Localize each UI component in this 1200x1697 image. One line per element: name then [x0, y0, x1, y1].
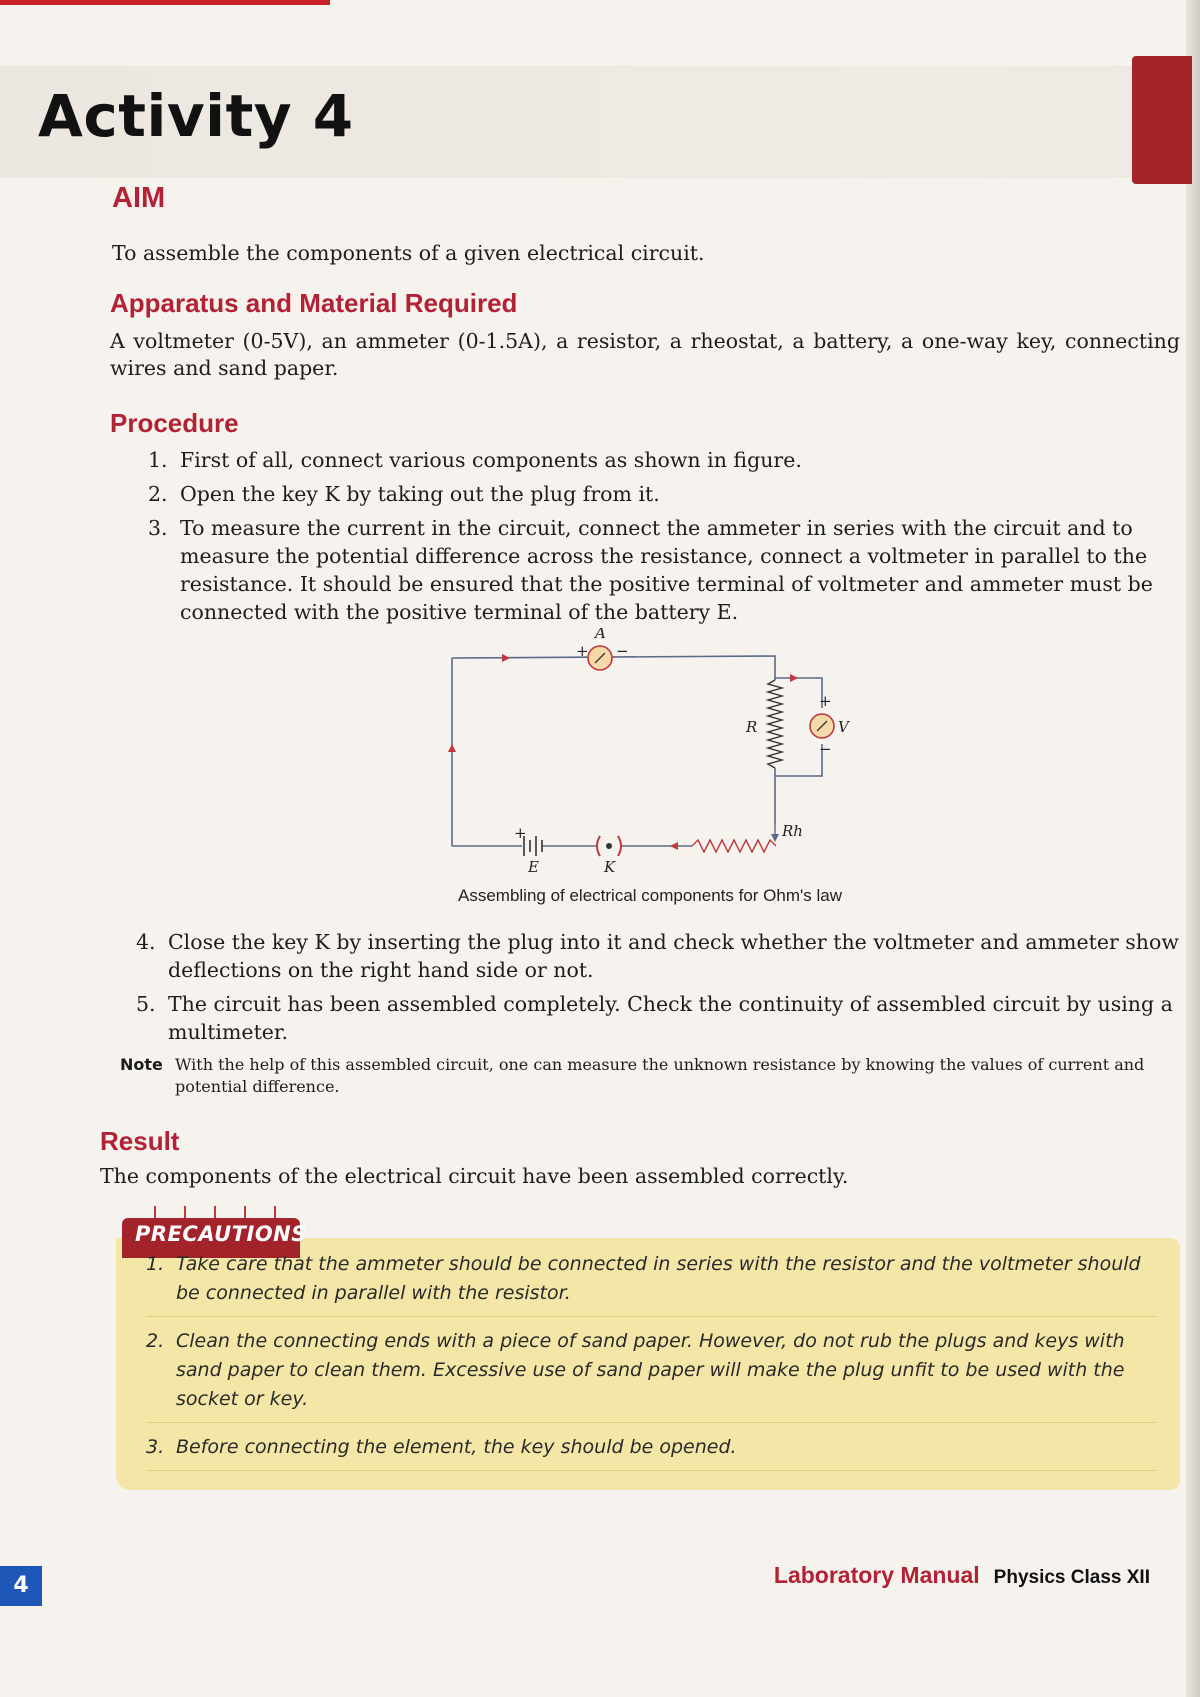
top-wire — [452, 656, 775, 680]
page-number: 4 — [0, 1566, 42, 1606]
footer-title — [774, 1562, 1150, 1589]
ammeter-plus: + — [576, 642, 589, 660]
procedure-step-text: First of all, connect various components as shown in figure. — [180, 448, 802, 472]
banner-red-tab — [1132, 56, 1192, 184]
precautions-list — [146, 1250, 1156, 1481]
precaution-item-number: 3. — [146, 1436, 165, 1458]
procedure-step-number: 4. — [136, 930, 156, 954]
battery-label: E — [528, 858, 539, 876]
figure-caption: Assembling of electrical components for Ohm's law — [457, 886, 842, 905]
activity-title: Activity 4 — [38, 82, 354, 150]
procedure-heading: Procedure — [110, 408, 239, 438]
note-tag: Note — [120, 1055, 163, 1074]
precaution-item — [146, 1250, 1156, 1317]
note-block — [120, 1054, 1180, 1098]
procedure-step — [148, 514, 1180, 626]
precaution-item — [146, 1433, 1156, 1471]
resistor-symbol — [768, 680, 782, 768]
footer-subject: Physics Class XII — [993, 1567, 1150, 1588]
procedure-step-text: The circuit has been assembled completely. Check the continuity of assembled circuit by using a multimeter. — [168, 992, 1173, 1044]
aim-heading: AIM — [112, 182, 166, 214]
voltmeter-plus: + — [819, 692, 832, 710]
result-text: The components of the electrical circuit have been assembled correctly. — [100, 1164, 849, 1188]
voltmeter-minus: − — [819, 740, 832, 758]
circuit-diagram — [430, 628, 850, 878]
rheostat-slider-arrow — [771, 834, 779, 842]
ammeter-label: A — [595, 628, 606, 642]
result-heading: Result — [100, 1126, 180, 1156]
precautions-heading: PRECAUTIONS — [135, 1222, 307, 1246]
procedure-step-number: 1. — [148, 448, 168, 472]
top-red-rule — [0, 0, 330, 5]
precaution-item-text: Take care that the ammeter should be connected in series with the resistor and the voltmeter should be connected in parallel with the resistor. — [176, 1253, 1141, 1304]
apparatus-heading: Apparatus and Material Required — [110, 288, 518, 318]
precaution-item-number: 1. — [146, 1253, 165, 1275]
note-text: With the help of this assembled circuit, one can measure the unknown resistance by knowing the values of current and potential difference. — [175, 1055, 1145, 1096]
battery-plus: + — [514, 824, 527, 842]
procedure-step — [136, 990, 1180, 1046]
procedure-step-text: To measure the current in the circuit, connect the ammeter in series with the circuit and to measure the potential difference across the resistance, connect a voltmeter in parallel to the resistance. It should be ensured that the positive terminal of voltmeter and ammeter must be connected with the positive terminal of the battery E. — [180, 516, 1153, 624]
procedure-step-text: Open the key K by taking out the plug from it. — [180, 482, 660, 506]
procedure-steps-second — [136, 928, 1180, 1052]
battery-symbol — [524, 836, 542, 856]
procedure-steps-first — [148, 446, 1180, 632]
precaution-item-text: Clean the connecting ends with a piece of sand paper. However, do not rub the plugs and keys with sand paper to clean them. Excessive use of sand paper will make the plug unfit to be used with the socket or key. — [176, 1330, 1125, 1410]
procedure-step — [148, 480, 1180, 508]
key-label: K — [604, 858, 616, 876]
aim-text: To assemble the components of a given electrical circuit. — [112, 241, 705, 265]
procedure-step-number: 3. — [148, 516, 168, 540]
ammeter-minus: − — [616, 642, 629, 660]
rheostat-label: Rh — [782, 822, 803, 840]
current-arrow-left — [448, 744, 456, 752]
rheostat-symbol — [692, 840, 776, 852]
voltmeter-label: V — [838, 718, 849, 736]
procedure-step — [136, 928, 1180, 984]
apparatus-text: A voltmeter (0-5V), an ammeter (0-1.5A), a resistor, a rheostat, a battery, a one-way key, connecting wires and sand paper. — [110, 329, 1180, 380]
page-right-edge — [1186, 0, 1200, 1697]
procedure-step-text: Close the key K by inserting the plug into it and check whether the voltmeter and ammeter show deflections on the right hand side or not. — [168, 930, 1179, 982]
precaution-item-number: 2. — [146, 1330, 165, 1352]
current-arrow-top — [502, 654, 510, 662]
footer-book: Laboratory Manual — [773, 1562, 980, 1588]
precaution-item-text: Before connecting the element, the key should be opened. — [176, 1436, 737, 1458]
resistor-label: R — [746, 718, 758, 736]
current-arrow-bottom — [670, 842, 678, 850]
key-symbol — [597, 836, 621, 856]
procedure-step-number: 5. — [136, 992, 156, 1016]
current-arrow-voltmeter — [790, 674, 798, 682]
procedure-step-number: 2. — [148, 482, 168, 506]
procedure-step — [148, 446, 1180, 474]
precaution-item — [146, 1327, 1156, 1423]
